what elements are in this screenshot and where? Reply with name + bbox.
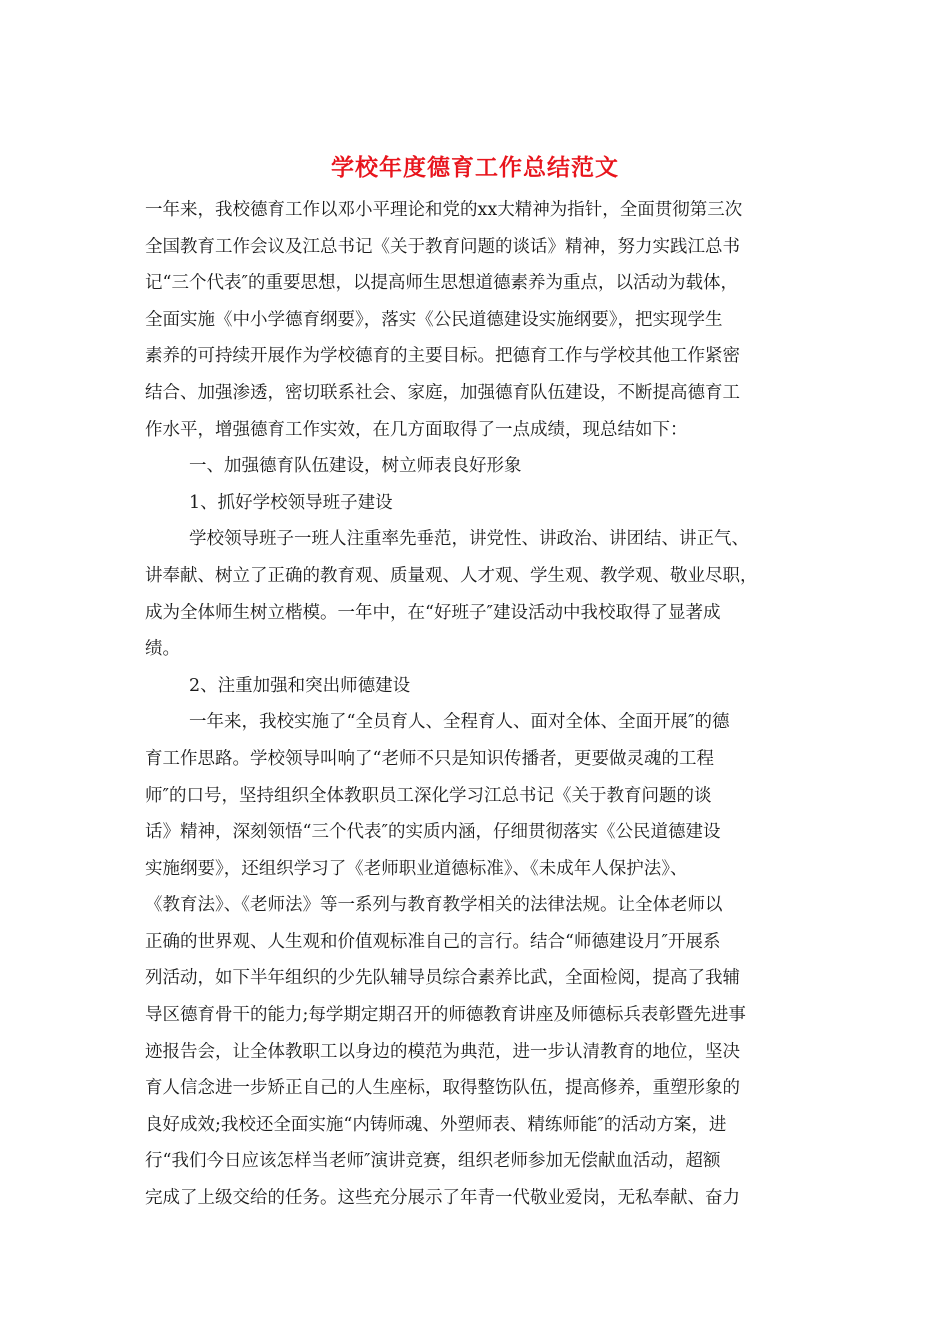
text-line: 导区德育骨干的能力;每学期定期召开的师德教育讲座及师德标兵表彰暨先进事: [145, 1005, 746, 1026]
text-line: 全国教育工作会议及江总书记《关于教育问题的谈话》精神，努力实践江总书: [145, 236, 740, 257]
text-line: 绩。: [145, 639, 180, 660]
text-line: 素养的可持续开展作为学校德育的主要目标。把德育工作与学校其他工作紧密: [145, 346, 740, 367]
text-line: 学校领导班子一班人注重率先垂范，讲党性、讲政治、讲团结、讲正气、: [189, 529, 749, 550]
text-line: 作水平，增强德育工作实效，在几方面取得了一点成绩，现总结如下：: [145, 419, 688, 440]
text-line: 行“我们今日应该怎样当老师″演讲竞赛，组织老师参加无偿献血活动，超额: [145, 1151, 721, 1172]
text-line: 正确的世界观、人生观和价值观标准自己的言行。结合“师德建设月″开展系: [145, 931, 721, 952]
text-line: 一、加强德育队伍建设，树立师表良好形象: [189, 456, 522, 477]
text-line: 记“三个代表″的重要思想，以提高师生思想道德素养为重点，以活动为载体，: [145, 273, 738, 294]
text-line: 一年来，我校德育工作以邓小平理论和党的xx大精神为指针，全面贯彻第三次: [145, 200, 743, 220]
text-line: 《教育法》、《老师法》等一系列与教育教学相关的法律法规。让全体老师以: [145, 895, 723, 916]
document-title: 学校年度德育工作总结范文: [331, 154, 619, 181]
text-line: 迹报告会，让全体教职工以身边的模范为典范，进一步认清教育的地位，坚决: [145, 1041, 740, 1062]
text-line: 全面实施《中小学德育纲要》，落实《公民道德建设实施纲要》，把实现学生: [145, 309, 723, 330]
text-line: 列活动，如下半年组织的少先队辅导员综合素养比武，全面检阅，提高了我辅: [145, 968, 740, 989]
text-line: 话》精神，深刻领悟“三个代表″的实质内涵，仔细贯彻落实《公民道德建设: [145, 822, 721, 843]
text-line: 师″的口号，坚持组织全体教职员工深化学习江总书记《关于教育问题的谈: [145, 785, 712, 806]
text-line: 实施纲要》，还组织学习了《老师职业道德标准》、《未成年人保护法》、: [145, 858, 688, 879]
text-line: 1、抓好学校领导班子建设: [189, 492, 393, 513]
text-line: 2、注重加强和突出师德建设: [189, 675, 411, 696]
text-line: 讲奉献、树立了正确的教育观、质量观、人才观、学生观、教学观、敬业尽职，: [145, 565, 758, 586]
text-line: 育工作思路。学校领导叫响了“老师不只是知识传播者，更要做灵魂的工程: [145, 748, 714, 769]
text-line: 育人信念进一步矫正自己的人生座标，取得整饬队伍，提高修养，重塑形象的: [145, 1078, 740, 1099]
text-line: 结合、加强渗透，密切联系社会、家庭，加强德育队伍建设，不断提高德育工: [145, 382, 740, 403]
text-line: 一年来，我校实施了“全员育人、全程育人、面对全体、全面开展″的德: [189, 712, 730, 733]
text-line: 良好成效;我校还全面实施“内铸师魂、外塑师表、精练师能″的活动方案，进: [145, 1114, 727, 1135]
text-line: 成为全体师生树立楷模。一年中，在“好班子″建设活动中我校取得了显著成: [145, 602, 721, 623]
text-line: 完成了上级交给的任务。这些充分展示了年青一代敬业爱岗，无私奉献、奋力: [145, 1188, 740, 1209]
document-body: [145, 192, 815, 1217]
